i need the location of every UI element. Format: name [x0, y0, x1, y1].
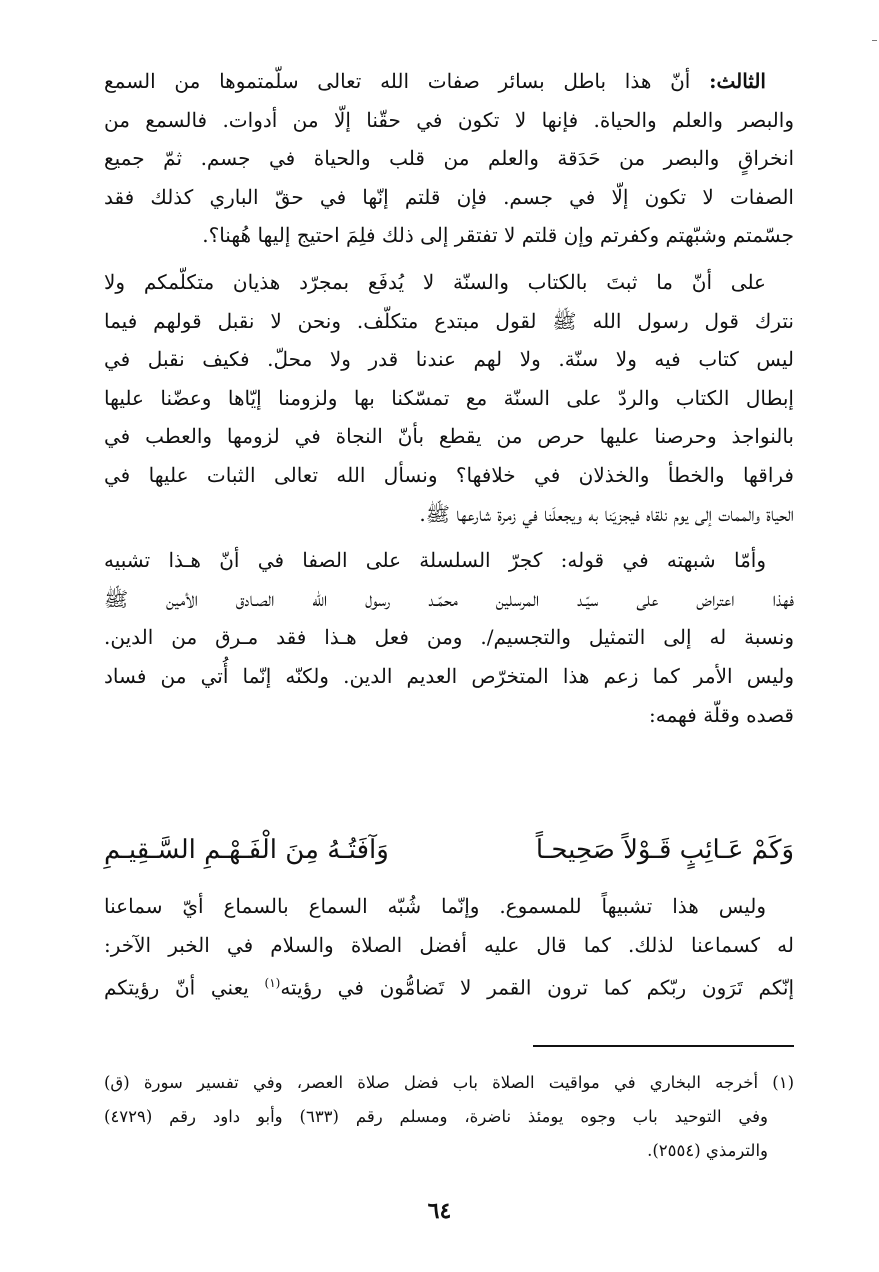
text-line: الصفات لا تكون إلّا في جسم. فإن قلتم إنّها في حقّ الباري كذلك فقد — [104, 184, 794, 209]
section-lead-word: الثالث: — [709, 69, 766, 93]
text-line: بالنواجذ وحرصنا عليها حرص من يقطع بأنّ النجاة في لزومها والعطب في — [104, 424, 794, 449]
text-line: فراقها والخطأ والخذلان في خلافها؟ ونسأل الله تعالى الثبات عليها في — [104, 462, 794, 487]
text-line — [104, 964, 794, 1003]
footnote-separator — [533, 1045, 794, 1047]
text-line — [104, 62, 794, 101]
text-line: جسّمتم وشبّهتم وكفرتم وإن قلتم لا تفتقر إلى ذلك فلِمَ احتيج إليها هُهنا؟. — [202, 223, 794, 248]
text-line: له كسماعنا لذلك. كما قال عليه أفضل الصلاة والسلام في الخبر الآخر: — [104, 932, 794, 957]
poem-first-hemistich: وَكَمْ عَـائِبٍ قَـوْلاً صَحِيحـاً — [535, 835, 794, 865]
footnotes — [104, 1066, 794, 1168]
text-line: على أنّ ما ثبتَ بالكتاب والسنّة لا يُدفَع بمجرّد هذيان متكلّمكم ولا — [104, 269, 766, 294]
text-line: وليس هذا تشبيهاً للمسموع. وإنّما شُبّه السماع بالسماع أيّ سماعنا — [104, 894, 766, 918]
footnote-line: والترمذي (٢٥٥٤). — [647, 1141, 768, 1160]
main-text-continued — [104, 887, 794, 1003]
text-line: ليس كتاب فيه ولا سنّة. ولا لهم عندنا قدر ولا محلّ. فكيف نقبل في — [104, 347, 794, 372]
text-line: الحياة والممات إلى يوم نلقاه فيجزيَنا به ويجعلَنا في زمرة شارعها ﷺ. — [419, 501, 794, 526]
page-number: ٦٤ — [427, 1198, 452, 1224]
footnote-line: (١) أخرجه البخاري في مواقيت الصلاة باب فضل صلاة العصر، وفي تفسير سورة (ق) — [104, 1073, 794, 1092]
footnote-line: وفي التوحيد باب وجوه يومئذ ناضرة، ومسلم رقم (٦٣٣) وأبو داود رقم (٤٧٢٩) — [104, 1107, 768, 1126]
text-line: ونسبة له إلى التمثيل والتجسيم/. ومن فعل هـذا فقد مـرق من الدين. — [104, 625, 794, 650]
text-line-content: أنّ هذا باطل بسائر صفات الله تعالى سلّمتموها من السمع — [104, 69, 691, 93]
main-text — [104, 62, 794, 734]
text-line: والبصر والعلم والحياة. فإنها لا تكون في حقّنا إلّا من أدوات. فالسمع من — [104, 107, 794, 132]
footnote-reference[interactable]: (١) — [264, 976, 281, 991]
text-line: إبطال الكتاب والردّ على السنّة مع تمسّكنا بها ولزومنا إيّاها وعضّنا عليها — [104, 385, 794, 410]
scan-edge-mark — [872, 40, 877, 41]
hadith-quote: إنّكم تَرَون ربّكم كما ترون القمر لا تَضامُّون في رؤيته — [280, 975, 794, 1000]
poem-second-hemistich: وَآفَتُـهُ مِنَ الْفَـهْـمِ السَّـقِيـمِ — [104, 835, 389, 865]
text-line-content: يعني أنّ رؤيتكم — [104, 975, 249, 1000]
poem-verse — [104, 826, 794, 874]
text-line: وأمّا شبهته في قوله: كجرّ السلسلة على الصفا في أنّ هـذا تشبيه — [104, 548, 766, 573]
text-line: فهذا اعتراض على سيّـد المرسلين محمّـد رسول الله الصـادق الأمين ﷺ — [104, 586, 794, 611]
text-line: نترك قول رسول الله ﷺ لقول مبتدع متكلّف. ونحن لا نقبل قولهم فيما — [104, 308, 794, 333]
text-line: انخراقٍ والبصر من حَدَقة والعلم من قلب والحياة في جسم. ثمّ جميع — [104, 146, 794, 171]
text-line: وليس الأمر كما زعم هذا المتخرّص العديم الدين. ولكنّه إنّما أُتي من فساد — [104, 663, 794, 688]
text-line: قصده وقلّة فهمه: — [649, 702, 794, 727]
